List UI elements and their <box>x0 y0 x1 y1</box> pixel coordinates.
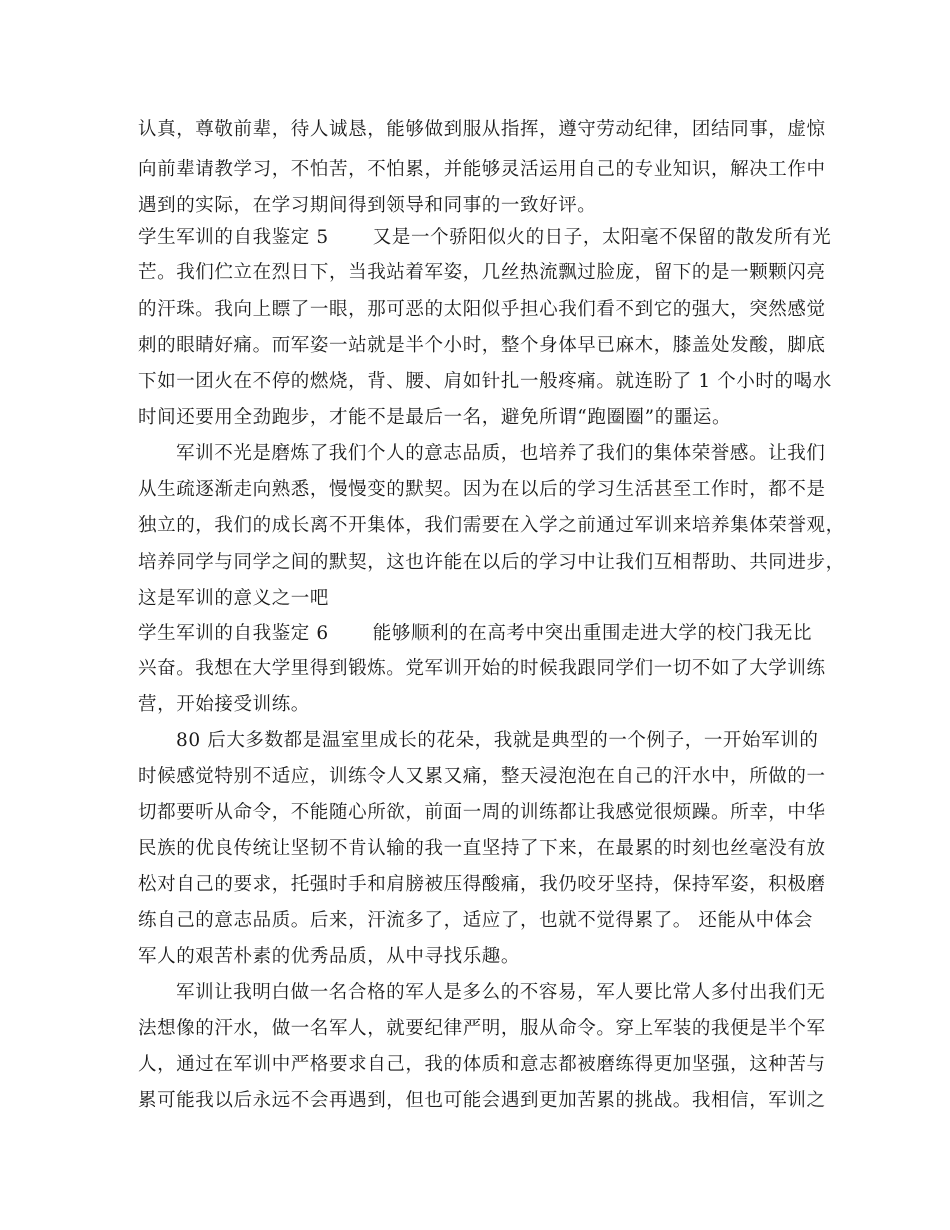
paragraph-start: 军训让我明白做一名合格的军人是多么的不容易，军人要比常人多付出我们无 <box>176 982 826 1003</box>
text-line: 切都要听从命令，不能随心所欲，前面一周的训练都让我感觉很烦躁。所幸，中华 <box>138 802 826 823</box>
text-line: 下如一团火在不停的燃烧，背、腰、肩如针扎一般疼痛。就连盼了 1 个小时的喝水 <box>138 371 832 392</box>
section-heading-6-title: 学生军训的自我鉴定 6 <box>138 623 329 644</box>
text-line: 法想像的汗水，做一名军人，就要纪律严明，服从命令。穿上军装的我便是半个军 <box>138 1018 826 1039</box>
paragraph-start: 80 后大多数都是温室里成长的花朵，我就是典型的一个例子，一开始军训的 <box>176 730 819 751</box>
section-heading-5 <box>138 226 832 250</box>
text-line: 民族的优良传统让坚韧不肯认输的我一直坚持了下来，在最累的时刻也丝毫没有放 <box>138 838 826 859</box>
section-heading-5-text: 又是一个骄阳似火的日子，太阳毫不保留的散发所有光 <box>372 227 832 248</box>
text-line: 认真，尊敬前辈，待人诚恳，能够做到服从指挥，遵守劳动纪律，团结同事，虚惊 <box>138 119 826 140</box>
text-line: 的汗珠。我向上瞟了一眼，那可恶的太阳似乎担心我们看不到它的强大，突然感觉 <box>138 299 826 320</box>
section-heading-5-title: 学生军训的自我鉴定 5 <box>138 227 329 248</box>
text-line: 独立的，我们的成长离不开集体，我们需要在入学之前通过军训来培养集体荣誉观， <box>138 515 845 536</box>
text-line: 练自己的意志品质。后来，汗流多了，适应了，也就不觉得累了。 还能从中体会 <box>138 910 813 931</box>
text-line: 时候感觉特别不适应，训练令人又累又痛，整天浸泡泡在自己的汗水中，所做的一 <box>138 766 826 787</box>
text-line: 培养同学与同学之间的默契，这也许能在以后的学习中让我们互相帮助、共同进步， <box>138 552 845 573</box>
text-line: 芒。我们伫立在烈日下，当我站着军姿，几丝热流飘过脸庞，留下的是一颗颗闪亮 <box>138 262 826 283</box>
text-line: 松对自己的要求，托强时手和肩膀被压得酸痛，我仍咬牙坚持，保持军姿，积极磨 <box>138 874 826 895</box>
text-line: 军人的艰苦朴素的优秀品质，从中寻找乐趣。 <box>138 946 521 967</box>
section-heading-6 <box>138 622 828 646</box>
text-line: 时间还要用全劲跑步，才能不是最后一名，避免所谓“跑圈圈”的噩运。 <box>138 407 732 428</box>
text-line: 兴奋。我想在大学里得到锻炼。党军训开始的时候我跟同学们一切不如了大学训练 <box>138 658 826 679</box>
text-line: 向前辈请教学习，不怕苦，不怕累，并能够灵活运用自己的专业知识，解决工作中 <box>138 159 826 180</box>
text-line: 这是军训的意义之一吧 <box>138 588 330 609</box>
text-line: 从生疏逐渐走向熟悉，慢慢变的默契。因为在以后的学习生活甚至工作时，都不是 <box>138 479 826 500</box>
text-line: 人，通过在军训中严格要求自己，我的体质和意志都被磨练得更加坚强，这种苦与 <box>138 1054 826 1075</box>
paragraph-start: 军训不光是磨炼了我们个人的意志品质，也培养了我们的集体荣誉感。让我们 <box>176 443 826 464</box>
section-heading-6-text: 能够顺利的在高考中突出重围走进大学的校门我无比 <box>372 623 813 644</box>
text-line: 遇到的实际，在学习期间得到领导和同事的一致好评。 <box>138 195 597 216</box>
text-line: 累可能我以后永远不会再遇到，但也可能会遇到更加苦累的挑战。我相信，军训之 <box>138 1090 826 1111</box>
text-line: 刺的眼睛好痛。而军姿一站就是半个小时，整个身体早已麻木，膝盖处发酸，脚底 <box>138 335 826 356</box>
text-line: 营，开始接受训练。 <box>138 694 310 715</box>
